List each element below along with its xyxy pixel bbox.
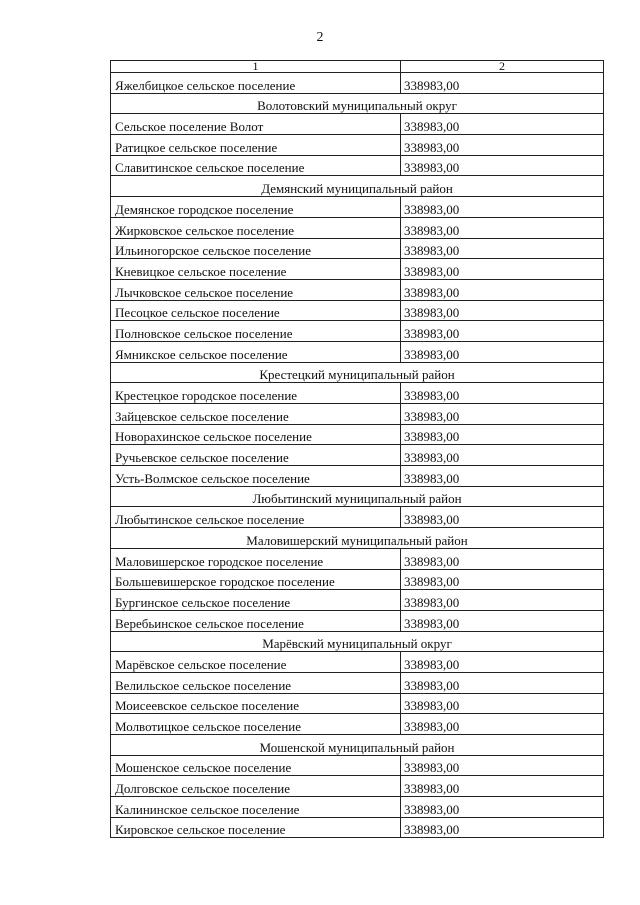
settlement-name: Ручьевское сельское поселение: [111, 445, 401, 466]
table-row: [111, 693, 604, 714]
amount-value: 338983,00: [401, 321, 604, 342]
amount-value: 338983,00: [401, 755, 604, 776]
settlement-name: Мошенское сельское поселение: [111, 755, 401, 776]
settlement-name: Жирковское сельское поселение: [111, 217, 401, 238]
amount-value: 338983,00: [401, 135, 604, 156]
settlement-name: Кировское сельское поселение: [111, 817, 401, 838]
table-row: [111, 672, 604, 693]
amount-value: 338983,00: [401, 155, 604, 176]
amount-value: 338983,00: [401, 714, 604, 735]
municipality-name: Мошенской муниципальный район: [111, 735, 604, 756]
table-row: [111, 383, 604, 404]
municipality-name: Демянский муниципальный район: [111, 176, 604, 197]
settlement-name: Яжелбицкое сельское поселение: [111, 73, 401, 94]
table-body: [111, 61, 604, 838]
amount-value: 338983,00: [401, 548, 604, 569]
amount-value: 338983,00: [401, 300, 604, 321]
amount-value: 338983,00: [401, 445, 604, 466]
settlement-name: Лычковское сельское поселение: [111, 279, 401, 300]
amount-value: 338983,00: [401, 610, 604, 631]
settlement-name: Любытинское сельское поселение: [111, 507, 401, 528]
table-row: [111, 279, 604, 300]
amount-value: 338983,00: [401, 73, 604, 94]
municipality-name: Волотовский муниципальный округ: [111, 93, 604, 114]
settlement-name: Демянское городское поселение: [111, 197, 401, 218]
group-header-row: [111, 176, 604, 197]
table-row: [111, 404, 604, 425]
column-header-1: 1: [111, 61, 401, 73]
group-header-row: [111, 631, 604, 652]
municipality-name: Маловишерский муниципальный район: [111, 528, 604, 549]
settlement-name: Усть-Волмское сельское поселение: [111, 466, 401, 487]
table-row: [111, 797, 604, 818]
amount-value: 338983,00: [401, 404, 604, 425]
settlement-name: Песоцкое сельское поселение: [111, 300, 401, 321]
table-row: [111, 755, 604, 776]
amount-value: 338983,00: [401, 466, 604, 487]
group-header-row: [111, 486, 604, 507]
table-row: [111, 610, 604, 631]
table-row: [111, 114, 604, 135]
page-number: 2: [316, 30, 324, 45]
amount-value: 338983,00: [401, 507, 604, 528]
amount-value: 338983,00: [401, 797, 604, 818]
settlement-name: Славитинское сельское поселение: [111, 155, 401, 176]
settlement-name: Калининское сельское поселение: [111, 797, 401, 818]
amount-value: 338983,00: [401, 672, 604, 693]
amount-value: 338983,00: [401, 383, 604, 404]
settlement-name: Веребьинское сельское поселение: [111, 610, 401, 631]
settlement-name: Ратицкое сельское поселение: [111, 135, 401, 156]
settlement-name: Ильиногорское сельское поселение: [111, 238, 401, 259]
table-row: [111, 466, 604, 487]
amount-value: 338983,00: [401, 569, 604, 590]
table-row: [111, 73, 604, 94]
amount-value: 338983,00: [401, 817, 604, 838]
amount-value: 338983,00: [401, 114, 604, 135]
municipality-name: Любытинский муниципальный район: [111, 486, 604, 507]
amount-value: 338983,00: [401, 693, 604, 714]
amount-value: 338983,00: [401, 652, 604, 673]
amount-value: 338983,00: [401, 259, 604, 280]
table-row: [111, 300, 604, 321]
allocation-table: [110, 60, 604, 838]
settlement-name: Марёвское сельское поселение: [111, 652, 401, 673]
settlement-name: Сельское поселение Волот: [111, 114, 401, 135]
group-header-row: [111, 362, 604, 383]
group-header-row: [111, 93, 604, 114]
group-header-row: [111, 735, 604, 756]
table-row: [111, 548, 604, 569]
settlement-name: Моисеевское сельское поселение: [111, 693, 401, 714]
amount-value: 338983,00: [401, 341, 604, 362]
settlement-name: Молвотицкое сельское поселение: [111, 714, 401, 735]
table-row: [111, 652, 604, 673]
table-row: [111, 238, 604, 259]
amount-value: 338983,00: [401, 590, 604, 611]
table-row: [111, 776, 604, 797]
table-row: [111, 321, 604, 342]
table-row: [111, 817, 604, 838]
settlement-name: Полновское сельское поселение: [111, 321, 401, 342]
table-row: [111, 569, 604, 590]
column-header-2: 2: [401, 61, 604, 73]
amount-value: 338983,00: [401, 197, 604, 218]
table-row: [111, 424, 604, 445]
table-row: [111, 714, 604, 735]
table-row: [111, 197, 604, 218]
amount-value: 338983,00: [401, 238, 604, 259]
amount-value: 338983,00: [401, 279, 604, 300]
amount-value: 338983,00: [401, 217, 604, 238]
table-row: [111, 135, 604, 156]
municipality-name: Крестецкий муниципальный район: [111, 362, 604, 383]
table-row: [111, 341, 604, 362]
settlement-name: Маловишерское городское поселение: [111, 548, 401, 569]
table-row: [111, 590, 604, 611]
settlement-name: Новорахинское сельское поселение: [111, 424, 401, 445]
settlement-name: Крестецкое городское поселение: [111, 383, 401, 404]
settlement-name: Большевишерское городское поселение: [111, 569, 401, 590]
table-row: [111, 155, 604, 176]
column-number-row: [111, 61, 604, 73]
table-row: [111, 507, 604, 528]
amount-value: 338983,00: [401, 424, 604, 445]
amount-value: 338983,00: [401, 776, 604, 797]
table-row: [111, 445, 604, 466]
settlement-name: Кневицкое сельское поселение: [111, 259, 401, 280]
settlement-name: Долговское сельское поселение: [111, 776, 401, 797]
settlement-name: Бургинское сельское поселение: [111, 590, 401, 611]
settlement-name: Зайцевское сельское поселение: [111, 404, 401, 425]
table-row: [111, 259, 604, 280]
municipality-name: Марёвский муниципальный округ: [111, 631, 604, 652]
table-row: [111, 217, 604, 238]
settlement-name: Велильское сельское поселение: [111, 672, 401, 693]
settlement-name: Ямникское сельское поселение: [111, 341, 401, 362]
group-header-row: [111, 528, 604, 549]
